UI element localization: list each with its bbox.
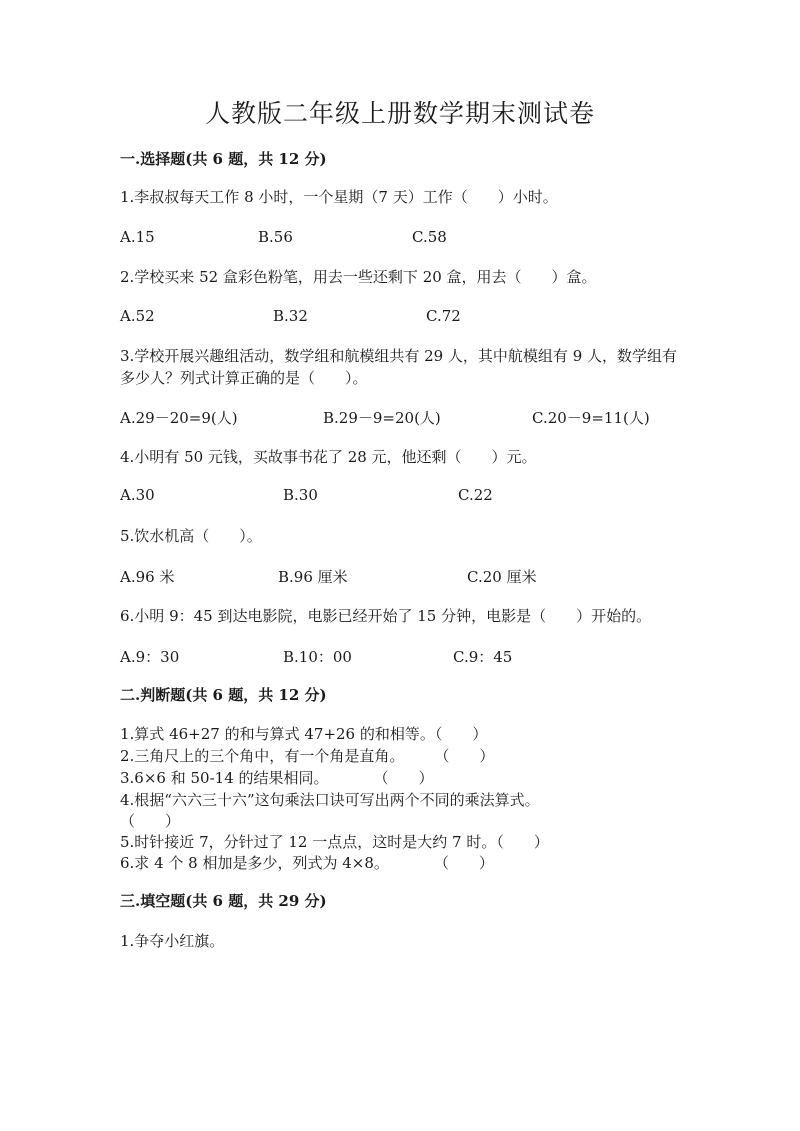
option-c: C.72: [426, 307, 461, 325]
judge-item-continued: （ ）: [120, 812, 181, 830]
question-text: 4.小明有 50 元钱，买故事书花了 28 元，他还剩（ ）元。: [120, 448, 537, 466]
option-c: C.22: [458, 486, 493, 504]
option-b: B.56: [258, 228, 293, 246]
judge-item: 5.时针接近 7，分针过了 12 一点点，这时是大约 7 时。（ ）: [120, 833, 549, 851]
section-heading-choice: 一.选择题(共 6 题，共 12 分): [120, 150, 327, 168]
question-text: 1.争夺小红旗。: [120, 932, 225, 950]
question-text: 3.学校开展兴趣组活动，数学组和航模组共有 29 人，其中航模组有 9 人，数学组有多少人？列式计算正确的是（ ）。: [120, 347, 678, 387]
page-title: 人教版二年级上册数学期末测试卷: [204, 99, 595, 128]
option-a: A.96 米: [120, 568, 175, 586]
option-c: C.20 厘米: [467, 568, 537, 586]
option-b: B.30: [283, 486, 318, 504]
option-a: A.29－20=9(人): [120, 409, 238, 427]
judge-item: 1.算式 46+27 的和与算式 47+26 的和相等。（ ）: [120, 725, 488, 743]
section-heading-fill: 三.填空题(共 6 题，共 29 分): [120, 892, 327, 910]
option-c: C.58: [412, 228, 447, 246]
judge-item: 2.三角尺上的三个角中，有一个角是直角。 （ ）: [120, 747, 495, 765]
question-text: 2.学校买来 52 盒彩色粉笔，用去一些还剩下 20 盒，用去（ ）盒。: [120, 268, 597, 286]
question-text: 5.饮水机高（ ）。: [120, 527, 262, 545]
question-text: 1.李叔叔每天工作 8 小时，一个星期（7 天）工作（ ）小时。: [120, 188, 558, 206]
option-a: A.30: [120, 486, 155, 504]
option-a: A.9：30: [120, 648, 180, 666]
section-heading-judge: 二.判断题(共 6 题，共 12 分): [120, 686, 327, 704]
option-c: C.20－9=11(人): [532, 409, 650, 427]
option-a: A.52: [120, 307, 155, 325]
option-c: C.9：45: [453, 648, 513, 666]
option-b: B.29－9=20(人): [323, 409, 441, 427]
option-b: B.32: [273, 307, 308, 325]
judge-item: 3.6×6 和 50-14 的结果相同。 （ ）: [120, 769, 434, 787]
question-text: 6.小明 9：45 到达电影院，电影已经开始了 15 分钟，电影是（ ）开始的。: [120, 607, 652, 625]
judge-item: 6.求 4 个 8 相加是多少，列式为 4×8。 （ ）: [120, 854, 494, 872]
judge-item: 4.根据“六六三十六”这句乘法口诀可写出两个不同的乘法算式。: [120, 791, 540, 809]
option-a: A.15: [120, 228, 155, 246]
option-b: B.96 厘米: [278, 568, 348, 586]
option-b: B.10：00: [283, 648, 352, 666]
